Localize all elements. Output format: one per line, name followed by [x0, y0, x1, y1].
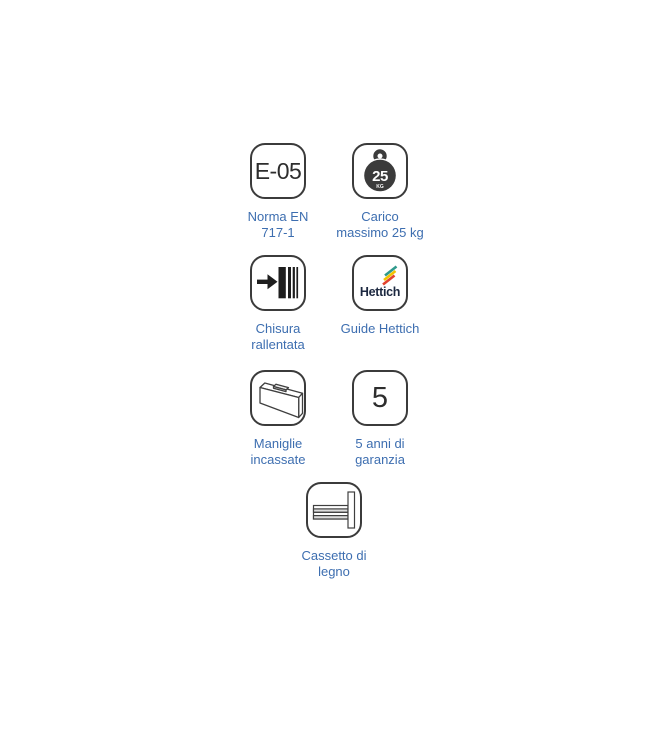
feature-chiusura-rallentata — [227, 255, 329, 370]
label-line: massimo 25 kg — [336, 225, 424, 240]
label-line: rallentata — [251, 337, 305, 352]
feature-label-norma-en — [248, 209, 309, 241]
features-row-3 — [227, 370, 431, 482]
label-line: Guide Hettich — [340, 321, 420, 336]
feature-label-maniglie — [251, 436, 306, 468]
features-row-2 — [227, 255, 431, 370]
weight-unit-text: KG — [376, 184, 384, 190]
feature-label-guide-hettich — [341, 321, 420, 337]
label-line: garanzia — [355, 452, 405, 467]
label-line: Maniglie — [253, 436, 303, 451]
feature-label-chiusura — [251, 321, 304, 353]
feature-label-garanzia — [355, 436, 405, 468]
label-line: Carico — [361, 209, 399, 224]
hettich-logo-text: Hettich — [359, 285, 401, 299]
feature-label-cassetto — [301, 548, 366, 580]
five-years-warranty-icon: 5 — [371, 381, 389, 414]
label-line: 717-1 — [261, 225, 295, 240]
soft-close-tile — [250, 255, 306, 311]
wooden-drawer-icon — [308, 484, 360, 536]
weight-25kg-icon — [354, 145, 406, 197]
features-row-4 — [227, 482, 431, 580]
features-row-1 — [227, 143, 431, 255]
label-line: 5 anni di — [355, 436, 405, 451]
hettich-tile — [352, 255, 408, 311]
drawer-tile — [306, 482, 362, 538]
label-line: legno — [318, 564, 350, 579]
warranty-tile — [352, 370, 408, 426]
label-line: Norma EN — [247, 209, 309, 224]
handle-tile — [250, 370, 306, 426]
feature-maniglie-incassate — [227, 370, 329, 482]
e05-tile — [250, 143, 306, 199]
feature-cassetto-legno — [283, 482, 385, 580]
hettich-logo-icon — [354, 257, 406, 309]
soft-close-icon — [252, 257, 304, 309]
feature-garanzia — [329, 370, 431, 482]
feature-norma-en — [227, 143, 329, 255]
e05-certificate-icon: E-05 — [254, 157, 302, 184]
feature-carico-massimo — [329, 143, 431, 255]
weight-number-text: 25 — [372, 168, 388, 185]
feature-guide-hettich — [329, 255, 431, 370]
weight-tile — [352, 143, 408, 199]
label-line: incassate — [250, 452, 306, 467]
features-grid — [227, 143, 431, 580]
recessed-handle-icon — [252, 372, 304, 424]
feature-label-carico — [336, 209, 423, 241]
label-line: Cassetto di — [301, 548, 367, 563]
label-line: Chisura — [255, 321, 301, 336]
